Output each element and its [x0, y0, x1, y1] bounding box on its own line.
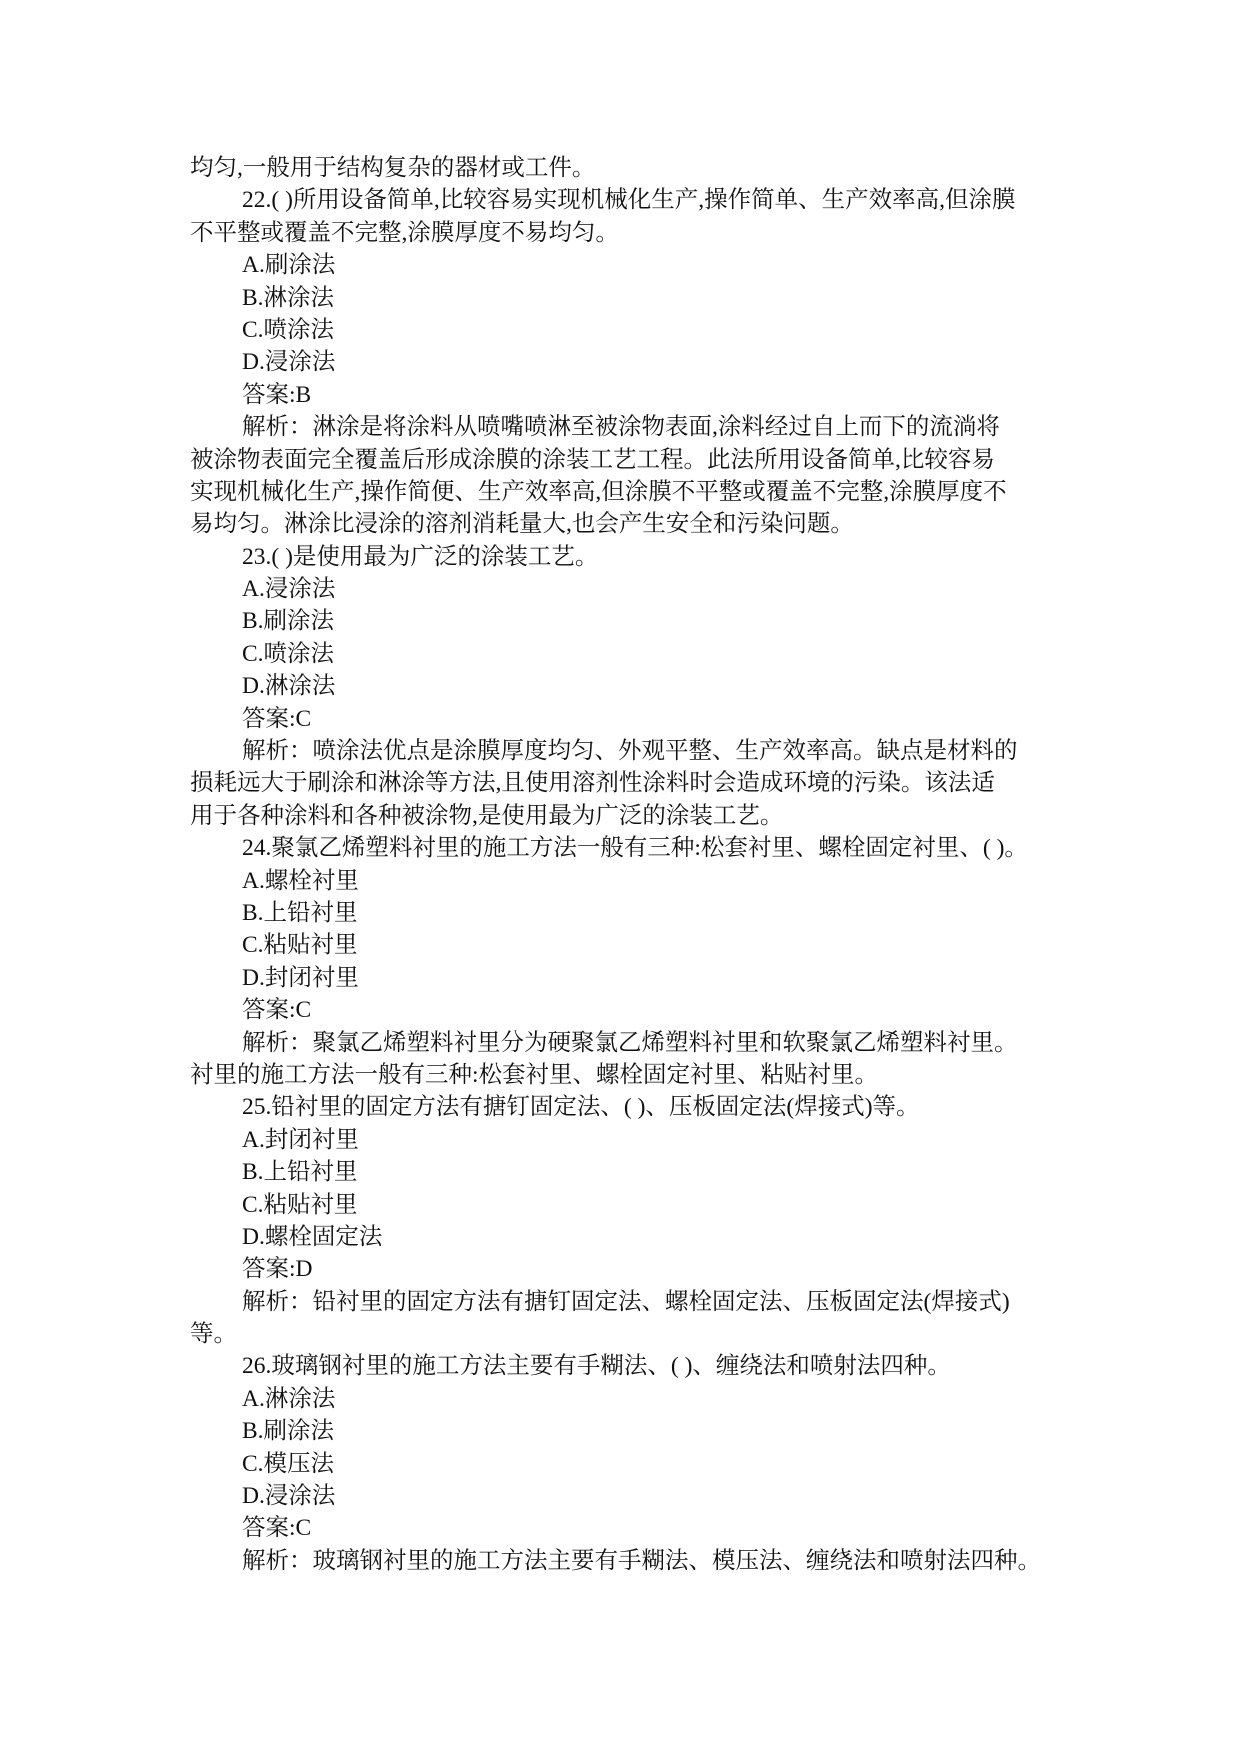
question-stem: 不平整或覆盖不完整,涂膜厚度不易均匀。 [190, 219, 619, 246]
question-stem: 25.铅衬里的固定方法有搪钉固定法、( )、压板固定法(焊接式)等。 [242, 1094, 920, 1121]
question-25 [190, 1091, 1080, 1350]
question-stem: 22.( )所用设备简单,比较容易实现机械化生产,操作简单、生产效率高,但涂膜 [242, 187, 1016, 214]
option-c: C.喷涂法 [242, 316, 335, 343]
option-a: A.封闭衬里 [242, 1126, 359, 1153]
option-d: D.螺栓固定法 [242, 1223, 383, 1250]
analysis: 解析：淋涂是将涂料从喷嘴喷淋至被涂物表面,涂料经过自上而下的流淌将 [242, 414, 1000, 441]
option-b: B.刷涂法 [242, 1418, 335, 1445]
analysis: 损耗远大于刷涂和淋涂等方法,且使用溶剂性涂料时会造成环境的污染。该法适 [190, 770, 995, 797]
analysis: 解析：玻璃钢衬里的施工方法主要有手糊法、模压法、缠绕法和喷射法四种。 [242, 1547, 1041, 1574]
question-stem: 24.聚氯乙烯塑料衬里的施工方法一般有三种:松套衬里、螺栓固定衬里、( )。 [242, 835, 1028, 862]
option-a: A.浸涂法 [242, 576, 336, 603]
option-c: C.模压法 [242, 1450, 335, 1477]
option-d: D.封闭衬里 [242, 964, 359, 991]
analysis: 衬里的施工方法一般有三种:松套衬里、螺栓固定衬里、粘贴衬里。 [190, 1061, 879, 1088]
analysis: 解析：喷涂法优点是涂膜厚度均匀、外观平整、生产效率高。缺点是材料的 [242, 738, 1018, 765]
option-a: A.刷涂法 [242, 252, 336, 279]
question-22 [190, 184, 1080, 540]
question-26 [190, 1350, 1080, 1577]
option-b: B.上铅衬里 [242, 1159, 358, 1186]
analysis: 用于各种涂料和各种被涂物,是使用最为广泛的涂装工艺。 [190, 802, 784, 829]
option-c: C.粘贴衬里 [242, 1191, 358, 1218]
option-d: D.浸涂法 [242, 1483, 336, 1510]
option-d: D.浸涂法 [242, 349, 336, 376]
answer: 答案:C [242, 705, 312, 732]
analysis: 解析：聚氯乙烯塑料衬里分为硬聚氯乙烯塑料衬里和软聚氯乙烯塑料衬里。 [242, 1029, 1018, 1056]
analysis: 易均匀。淋涂比浸涂的溶剂消耗量大,也会产生安全和污染问题。 [190, 511, 854, 538]
answer: 答案:D [242, 1256, 313, 1283]
answer: 答案:C [242, 1515, 312, 1542]
option-a: A.淋涂法 [242, 1385, 336, 1412]
question-24 [190, 832, 1080, 1091]
question-23 [190, 541, 1080, 833]
answer: 答案:B [242, 381, 312, 408]
analysis: 解析：铅衬里的固定方法有搪钉固定法、螺栓固定法、压板固定法(焊接式) [242, 1288, 1010, 1315]
option-d: D.淋涂法 [242, 673, 336, 700]
option-a: A.螺栓衬里 [242, 867, 359, 894]
question-stem: 23.( )是使用最为广泛的涂装工艺。 [242, 543, 599, 570]
document-page [190, 152, 1080, 1577]
analysis: 被涂物表面完全覆盖后形成涂膜的涂装工艺工程。此法所用设备简单,比较容易 [190, 446, 995, 473]
option-b: B.淋涂法 [242, 284, 335, 311]
option-b: B.上铅衬里 [242, 899, 358, 926]
option-c: C.喷涂法 [242, 640, 335, 667]
intro-line: 均匀,一般用于结构复杂的器材或工件。 [190, 155, 596, 181]
question-stem: 26.玻璃钢衬里的施工方法主要有手糊法、( )、缠绕法和喷射法四种。 [242, 1353, 951, 1380]
answer: 答案:C [242, 997, 312, 1024]
analysis: 等。 [190, 1321, 237, 1348]
analysis: 实现机械化生产,操作简便、生产效率高,但涂膜不平整或覆盖不完整,涂膜厚度不 [190, 478, 1007, 505]
option-c: C.粘贴衬里 [242, 932, 358, 959]
option-b: B.刷涂法 [242, 608, 335, 635]
